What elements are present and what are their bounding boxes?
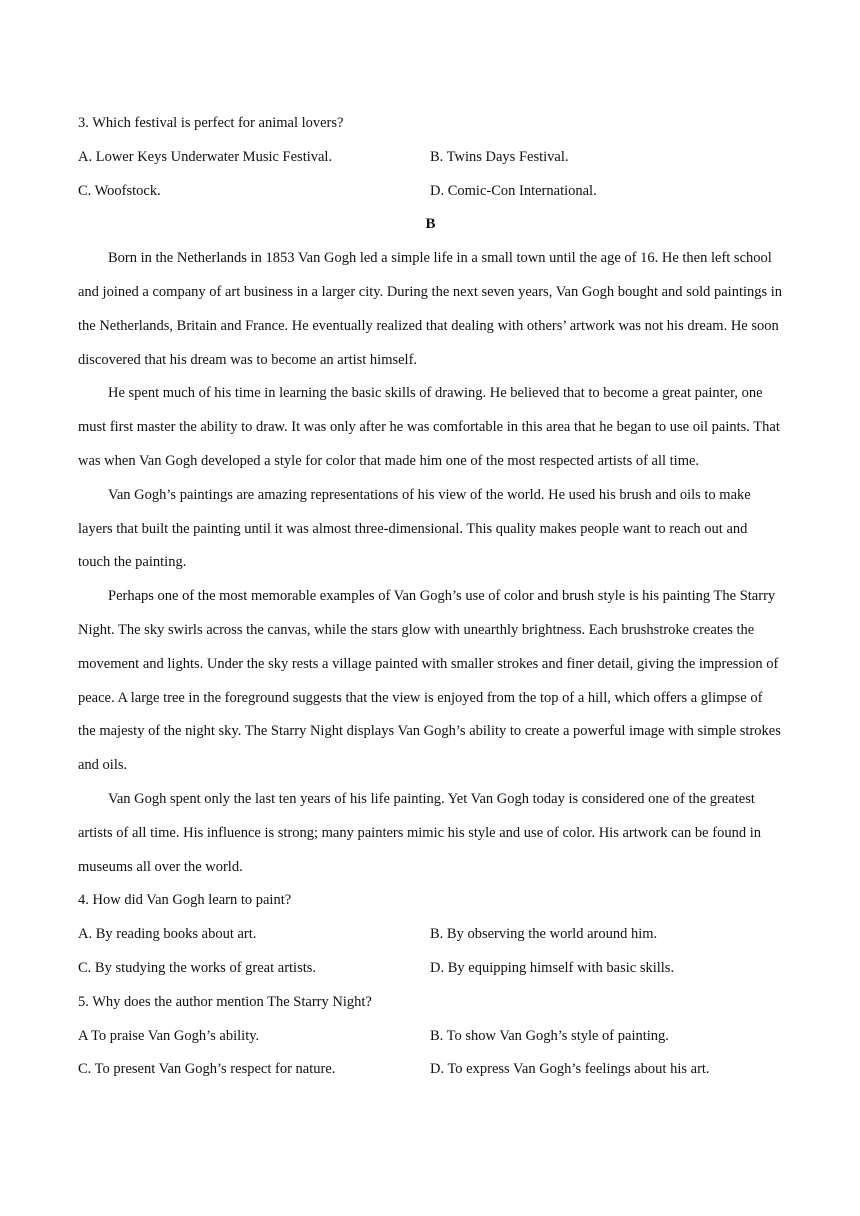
option-b: B. By observing the world around him. [430, 926, 658, 943]
passage-paragraph-2: He spent much of his time in learning the basic skills of drawing. He believed that to become a great painter, one must first master the ability to draw. It was only after he was comfortable in this area that he began to use oil paints. That was when Van Gogh developed a style for color that made him one of the most respected artists of all time. [78, 385, 780, 469]
question-5-options-row-2 [78, 1053, 783, 1087]
option-c: C. Woofstock. [78, 182, 161, 199]
question-4-options-row-2 [78, 952, 783, 986]
option-a: A. By reading books about art. [78, 926, 257, 943]
passage-paragraph-3: Van Gogh’s paintings are amazing representations of his view of the world. He used his brush and oils to make layers that built the painting until it was almost three-dimensional. This quality makes people want to reach out and touch the painting. [78, 486, 751, 571]
question-3: 3. Which festival is perfect for animal lovers? [78, 115, 344, 131]
passage-paragraph-4: Perhaps one of the most memorable examples of Van Gogh’s use of color and brush style is his painting The Starry Night. The sky swirls across the canvas, while the stars glow with unearthly brightness. Each brushstroke creates the movement and lights. Under the sky rests a village painted with smaller strokes and finer detail, giving the impression of peace. A large tree in the foreground suggests that the view is enjoyed from the top of a hill, which offers a glimpse of the majesty of the night sky. The Starry Night displays Van Gogh’s ability to create a powerful image with simple strokes and oils. [78, 588, 781, 774]
question-5: 5. Why does the author mention The Starry Night? [78, 993, 372, 1010]
question-5-options-row-1 [78, 1020, 783, 1054]
option-d: D. Comic-Con International. [430, 182, 597, 199]
question-3-options-row-2 [78, 175, 783, 209]
question-4: 4. How did Van Gogh learn to paint? [78, 892, 292, 909]
option-a: A To praise Van Gogh’s ability. [78, 1027, 260, 1044]
passage-paragraph-5: Van Gogh spent only the last ten years of his life painting. Yet Van Gogh today is considered one of the greatest artists of all time. His influence is strong; many painters mimic his style and use of color. His artwork can be found in museums all over the world. [78, 790, 761, 875]
section-heading: B [425, 216, 436, 233]
option-a: A. Lower Keys Underwater Music Festival. [78, 148, 333, 165]
option-d: D. To express Van Gogh’s feelings about his art. [430, 1061, 710, 1078]
question-3-options-row-1 [78, 141, 783, 175]
option-d: D. By equipping himself with basic skills. [430, 959, 675, 976]
option-b: B. To show Van Gogh’s style of painting. [430, 1027, 669, 1044]
document-page [78, 107, 783, 1087]
question-4-options-row-1 [78, 918, 783, 952]
passage-paragraph-1: Born in the Netherlands in 1853 Van Gogh led a simple life in a small town until the age of 16. He then left school and joined a company of art business in a larger city. During the next seven years, Van Gogh bought and sold paintings in the Netherlands, Britain and France. He eventually realized that dealing with others’ artwork was not his dream. He soon discovered that his dream was to become an artist himself. [78, 250, 783, 368]
option-c: C. To present Van Gogh’s respect for nature. [78, 1061, 336, 1078]
option-b: B. Twins Days Festival. [430, 148, 569, 165]
option-c: C. By studying the works of great artists. [78, 959, 317, 976]
